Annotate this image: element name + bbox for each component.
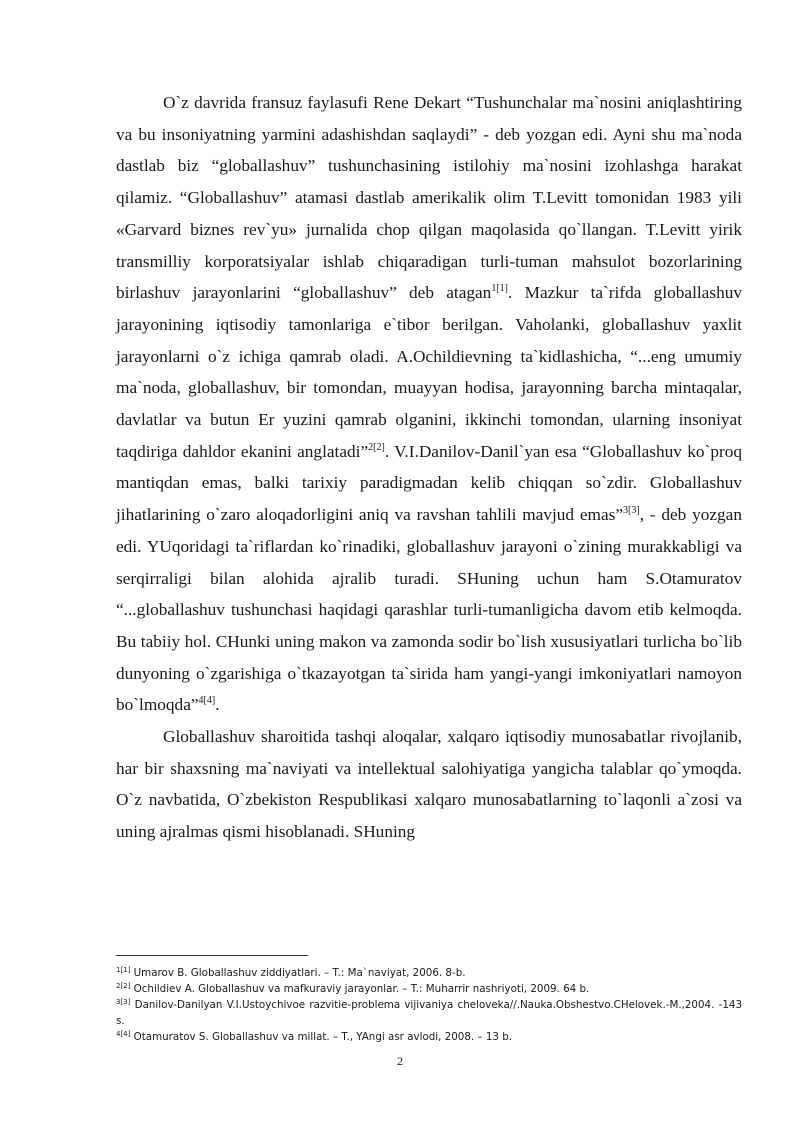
paragraph-1 <box>116 87 742 721</box>
paragraph-text: . Mazkur ta`rifda globallashuv jarayonining iqtisodiy tamonlariga e`tibor berilgan. Vaholanki, globallashuv yaxlit jarayonlarni o`z ichiga qamrab oladi. A.Ochildievning ta`kidlashicha, “...eng umumiy ma`noda, globallashuv, bir tomondan, muayyan hodisa, jarayonning barcha mintaqalar, davlatlar va butun Er yuzini qamrab olganini, ikkinchi tomondan, ularning insoniyat taqdiriga dahldor ekanini anglatadi” <box>116 283 742 461</box>
footnote-marker: 3[3] <box>116 998 131 1006</box>
paragraph-text: . V.I.Danilov-Danil`yan esa “Globallashuv ko`proq mantiqdan emas, balki tarixiy paradigmadan kelib chiqqan so`zdir. Globallashuv jihatlarining o`zaro aloqadorligini aniq va ravshan tahlili mavjud emas” <box>116 441 742 525</box>
footnote-ref-3[interactable]: 3[3] <box>623 505 640 517</box>
footnote-ref-1[interactable]: 1[1] <box>491 283 508 295</box>
footnote-separator <box>116 955 308 956</box>
footnotes <box>116 965 742 1045</box>
paragraph-2 <box>116 721 742 848</box>
paragraph-text: Globallashuv sharoitida tashqi aloqalar, xalqaro iqtisodiy munosabatlar rivojlanib, har bir shaxsning ma`naviyati va intellektual salohiyatiga yangicha talablar qo`ymoqda. O`z navbatida, O`zbekiston Respublikasi xalqaro munosabatlarning to`laqonli a`zosi va uning ajralmas qismi hisoblanadi. SHuning <box>116 727 742 842</box>
page-number: 2 <box>397 1054 403 1068</box>
footnote-3 <box>116 997 742 1029</box>
paragraph-text: , - deb yozgan edi. YUqoridagi ta`riflardan ko`rinadiki, globallashuv jarayoni o`zining murakkabligi va serqirraligi bilan alohida ajralib turadi. SHuning uchun ham S.Otamuratov “...globallashuv tushunchasi haqidagi qarashlar turli-tumanligicha davom etib kelmoqda. Bu tabiiy hol. CHunki uning makon va zamonda sodir bo`lish xususiyatlari turlicha bo`lib dunyoning o`zgarishiga o`tkazayotgan ta`sirida ham yangi-yangi imkoniyatlari namoyon bo`lmoqda” <box>116 505 742 715</box>
footnote-marker: 2[2] <box>116 982 131 990</box>
paragraph-text: O`z davrida fransuz faylasufi Rene Dekart “Tushunchalar ma`nosini aniqlashtiring va bu insoniyatning yarmini adashishdan saqlaydi” - deb yozgan edi. Ayni shu ma`noda dastlab biz “globallashuv” tushunchasining istilohiy ma`nosini izohlashga harakat qilamiz. “Globallashuv” atamasi dastlab amerikalik olim T.Levitt tomonidan 1983 yili «Garvard biznes rev`yu» jurnalida chop qilgan maqolasida qo`llangan. T.Levitt yirik transmilliy korporatsiyalar ishlab chiqaradigan turli-tuman mahsulot bozorlarining birlashuv jarayonlarini “globallashuv” deb atagan <box>116 93 742 303</box>
footnote-text: Danilov-Danilyan V.I.Ustoychivoe razvitie-problema vijivaniya cheloveka//.Nauka.Obshestvo.CHelovek.-M.,2004. -143 s. <box>116 999 742 1027</box>
footnote-marker: 1[1] <box>116 966 131 974</box>
footnote-text: Umarov B. Globallashuv ziddiyatlari. – T.: Ma`naviyat, 2006. 8-b. <box>130 967 466 979</box>
footnote-4 <box>116 1029 742 1045</box>
footnote-2 <box>116 981 742 997</box>
footnote-1 <box>116 965 742 981</box>
paragraph-text: . <box>215 695 220 715</box>
body-text <box>116 87 742 848</box>
footnote-marker: 4[4] <box>116 1030 131 1038</box>
footnote-ref-2[interactable]: 2[2] <box>368 441 385 453</box>
footnote-text: Ochildiev A. Globallashuv va mafkuraviy jarayonlar. – T.: Muharrir nashriyoti, 2009. 64 b. <box>130 983 590 995</box>
footnote-ref-4[interactable]: 4[4] <box>198 695 216 707</box>
footnote-text: Otamuratov S. Globallashuv va millat. – T., YAngi asr avlodi, 2008. – 13 b. <box>130 1031 513 1043</box>
